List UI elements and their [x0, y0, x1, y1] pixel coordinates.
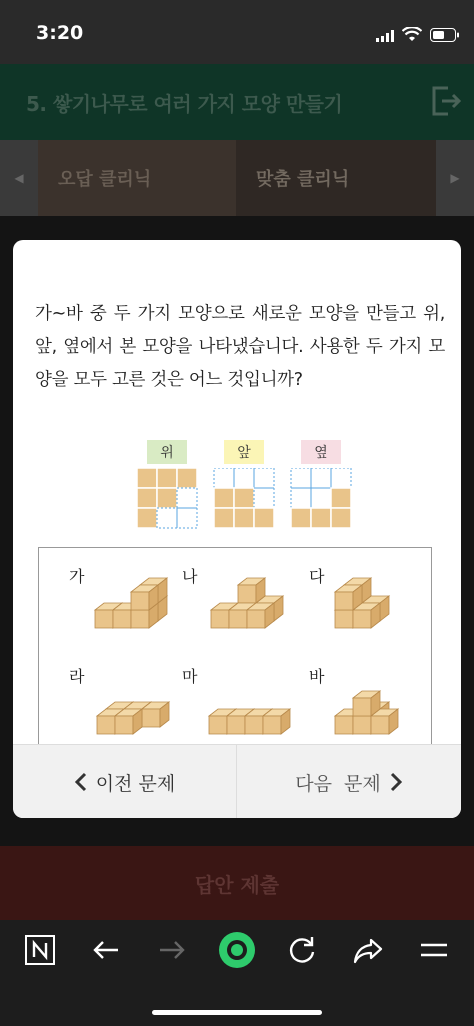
home-indicator — [152, 1010, 322, 1015]
cube-face — [113, 610, 131, 628]
cube-face — [371, 716, 389, 734]
menu-icon[interactable] — [418, 934, 450, 966]
clinic-tabs — [0, 140, 474, 216]
prev-question-label: 이전 문제 — [95, 772, 176, 795]
choices-box — [38, 547, 432, 747]
prev-question-button[interactable] — [13, 745, 237, 818]
cube-face — [115, 716, 133, 734]
choice-label-ra: 라 — [69, 667, 85, 686]
tabs-next-arrow[interactable]: ▶ — [436, 140, 474, 216]
cube-face — [263, 716, 281, 734]
view-label-front: 앞 — [224, 440, 264, 464]
view-grids — [121, 468, 353, 530]
choice-label-ga: 가 — [69, 567, 85, 586]
view-diagrams — [121, 440, 351, 530]
app-header — [0, 64, 474, 140]
battery-icon — [430, 28, 460, 42]
cube-face — [245, 716, 263, 734]
question-text: 가~바 중 두 가지 모양으로 새로운 모양을 만들고 위, 앞, 옆에서 본 모양을 나타냈습니다. 사용한 두 가지 모양을 모두 고른 것은 어느 것입니까? — [35, 304, 445, 390]
shape-na[interactable] — [211, 578, 283, 628]
view-label-top: 위 — [147, 440, 187, 464]
cube-face — [335, 716, 353, 734]
exit-icon[interactable] — [428, 84, 462, 118]
refresh-icon[interactable] — [286, 934, 318, 966]
tab-custom-clinic[interactable]: 맞춤 클리닉 — [236, 140, 436, 216]
tabs-prev-arrow[interactable]: ◀ — [0, 140, 38, 216]
next-question-button[interactable] — [237, 745, 461, 818]
choice-label-na: 나 — [182, 567, 198, 586]
cube-face — [229, 610, 247, 628]
view-label-side: 옆 — [301, 440, 341, 464]
cube-face — [211, 610, 229, 628]
cube-face — [353, 716, 371, 734]
submit-answer-button[interactable]: 답안 제출 — [0, 846, 474, 920]
question-nav — [13, 744, 461, 818]
signal-icon — [376, 30, 396, 42]
shape-ra[interactable] — [97, 702, 169, 734]
forward-arrow-icon[interactable] — [156, 934, 188, 966]
front-view-grid — [214, 468, 274, 528]
shape-da[interactable] — [335, 578, 389, 628]
cube-face — [227, 716, 245, 734]
choice-label-ma: 마 — [182, 667, 198, 686]
cube-face — [142, 709, 160, 727]
cube-face — [335, 610, 353, 628]
cube-face — [97, 716, 115, 734]
cube-face — [238, 585, 256, 603]
cube-face — [247, 610, 265, 628]
share-icon[interactable] — [352, 934, 384, 966]
page-title: 5. 쌓기나무로 여러 가지 모양 만들기 — [26, 92, 343, 116]
status-bar — [0, 0, 474, 64]
question-modal — [13, 240, 461, 818]
shape-ba[interactable] — [335, 691, 398, 734]
cube-face — [131, 610, 149, 628]
cube-face — [131, 592, 149, 610]
cube-face — [335, 592, 353, 610]
status-time: 3:20 — [36, 22, 84, 44]
chevron-left-icon — [74, 772, 88, 792]
green-home-icon[interactable] — [218, 931, 256, 969]
cube-face — [353, 610, 371, 628]
next-question-label: 다음 문제 — [295, 772, 381, 795]
choice-label-da: 다 — [309, 567, 325, 586]
chevron-right-icon — [389, 772, 403, 792]
shape-ga[interactable] — [95, 578, 167, 628]
back-arrow-icon[interactable] — [90, 934, 122, 966]
side-view-grid — [291, 468, 351, 528]
top-view-grid — [137, 468, 197, 528]
cube-face — [209, 716, 227, 734]
cube-face — [353, 698, 371, 716]
cube-face — [95, 610, 113, 628]
shape-ma[interactable] — [209, 709, 290, 734]
naver-icon[interactable] — [24, 934, 56, 966]
wifi-icon — [402, 27, 422, 42]
tab-wrong-answer-clinic[interactable]: 오답 클리닉 — [38, 140, 236, 216]
block-shapes — [39, 548, 433, 748]
choice-label-ba: 바 — [309, 667, 325, 686]
